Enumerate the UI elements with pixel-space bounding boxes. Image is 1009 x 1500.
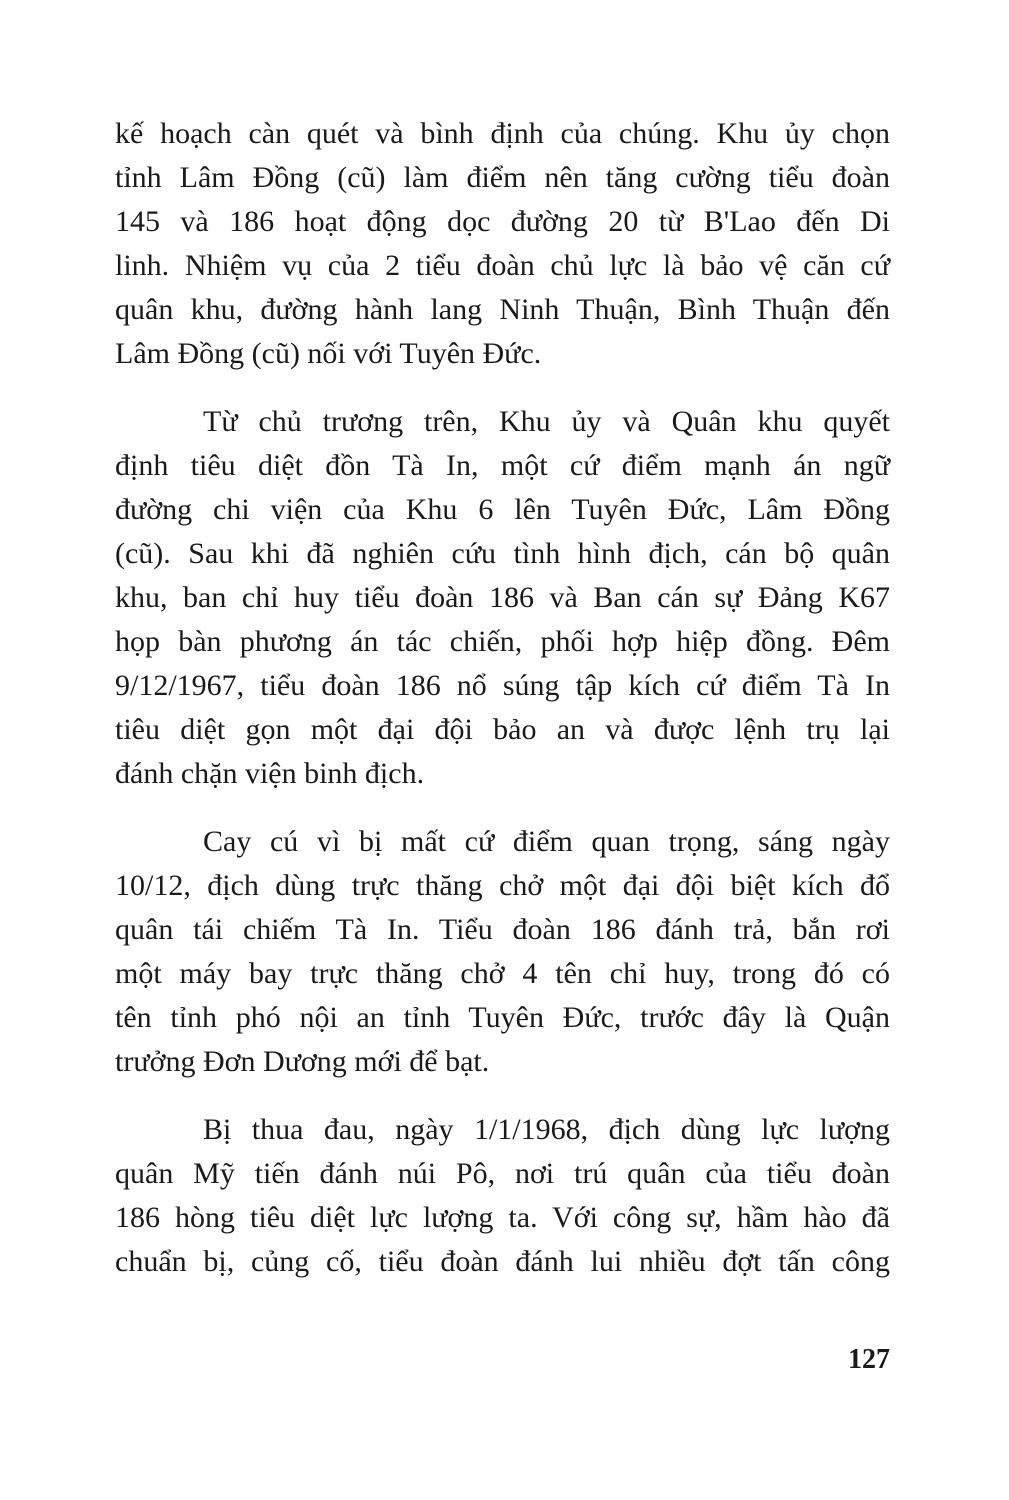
text-line: đường chi viện của Khu 6 lên Tuyên Đức, Lâm Đồng: [115, 493, 890, 526]
text-line: quân Mỹ tiến đánh núi Pô, nơi trú quân của tiểu đoàn: [115, 1157, 890, 1190]
text-line: linh. Nhiệm vụ của 2 tiểu đoàn chủ lực là bảo vệ căn cứ: [115, 249, 890, 282]
paragraph: [115, 400, 890, 796]
paragraph: [115, 1108, 890, 1284]
text-line: định tiêu diệt đồn Tà In, một cứ điểm mạnh án ngữ: [115, 449, 890, 482]
paragraph: [115, 112, 890, 376]
paragraph: [115, 820, 890, 1084]
text-line: họp bàn phương án tác chiến, phối hợp hiệp đồng. Đêm: [115, 625, 890, 658]
text-line: 10/12, địch dùng trực thăng chở một đại đội biệt kích đổ: [115, 869, 890, 902]
text-line: kế hoạch càn quét và bình định của chúng. Khu ủy chọn: [115, 117, 890, 150]
text-line: đánh chặn viện binh địch.: [115, 757, 425, 790]
text-line: tên tỉnh phó nội an tỉnh Tuyên Đức, trước đây là Quận: [115, 1001, 890, 1034]
body-text: [115, 112, 890, 1308]
text-line: chuẩn bị, củng cố, tiểu đoàn đánh lui nhiều đợt tấn công: [115, 1245, 890, 1278]
text-line: Từ chủ trương trên, Khu ủy và Quân khu quyết: [203, 405, 890, 438]
text-line: (cũ). Sau khi đã nghiên cứu tình hình địch, cán bộ quân: [115, 537, 890, 570]
text-line: tỉnh Lâm Đồng (cũ) làm điểm nên tăng cường tiểu đoàn: [115, 161, 890, 194]
text-line: Bị thua đau, ngày 1/1/1968, địch dùng lực lượng: [203, 1113, 890, 1146]
text-line: một máy bay trực thăng chở 4 tên chỉ huy, trong đó có: [115, 957, 890, 990]
page-number: 127: [848, 1344, 890, 1375]
text-line: khu, ban chỉ huy tiểu đoàn 186 và Ban cán sự Đảng K67: [115, 581, 890, 614]
text-line: trưởng Đơn Dương mới để bạt.: [115, 1045, 490, 1078]
text-line: Cay cú vì bị mất cứ điểm quan trọng, sáng ngày: [203, 825, 890, 858]
text-line: tiêu diệt gọn một đại đội bảo an và được lệnh trụ lại: [115, 713, 890, 746]
text-line: 186 hòng tiêu diệt lực lượng ta. Với công sự, hầm hào đã: [115, 1201, 890, 1234]
text-line: 9/12/1967, tiểu đoàn 186 nổ súng tập kích cứ điểm Tà In: [115, 669, 890, 702]
text-line: 145 và 186 hoạt động dọc đường 20 từ B'Lao đến Di: [115, 205, 890, 238]
text-line: quân tái chiếm Tà In. Tiểu đoàn 186 đánh trả, bắn rơi: [115, 913, 890, 946]
text-line: Lâm Đồng (cũ) nối với Tuyên Đức.: [115, 337, 542, 370]
text-line: quân khu, đường hành lang Ninh Thuận, Bình Thuận đến: [115, 293, 890, 326]
